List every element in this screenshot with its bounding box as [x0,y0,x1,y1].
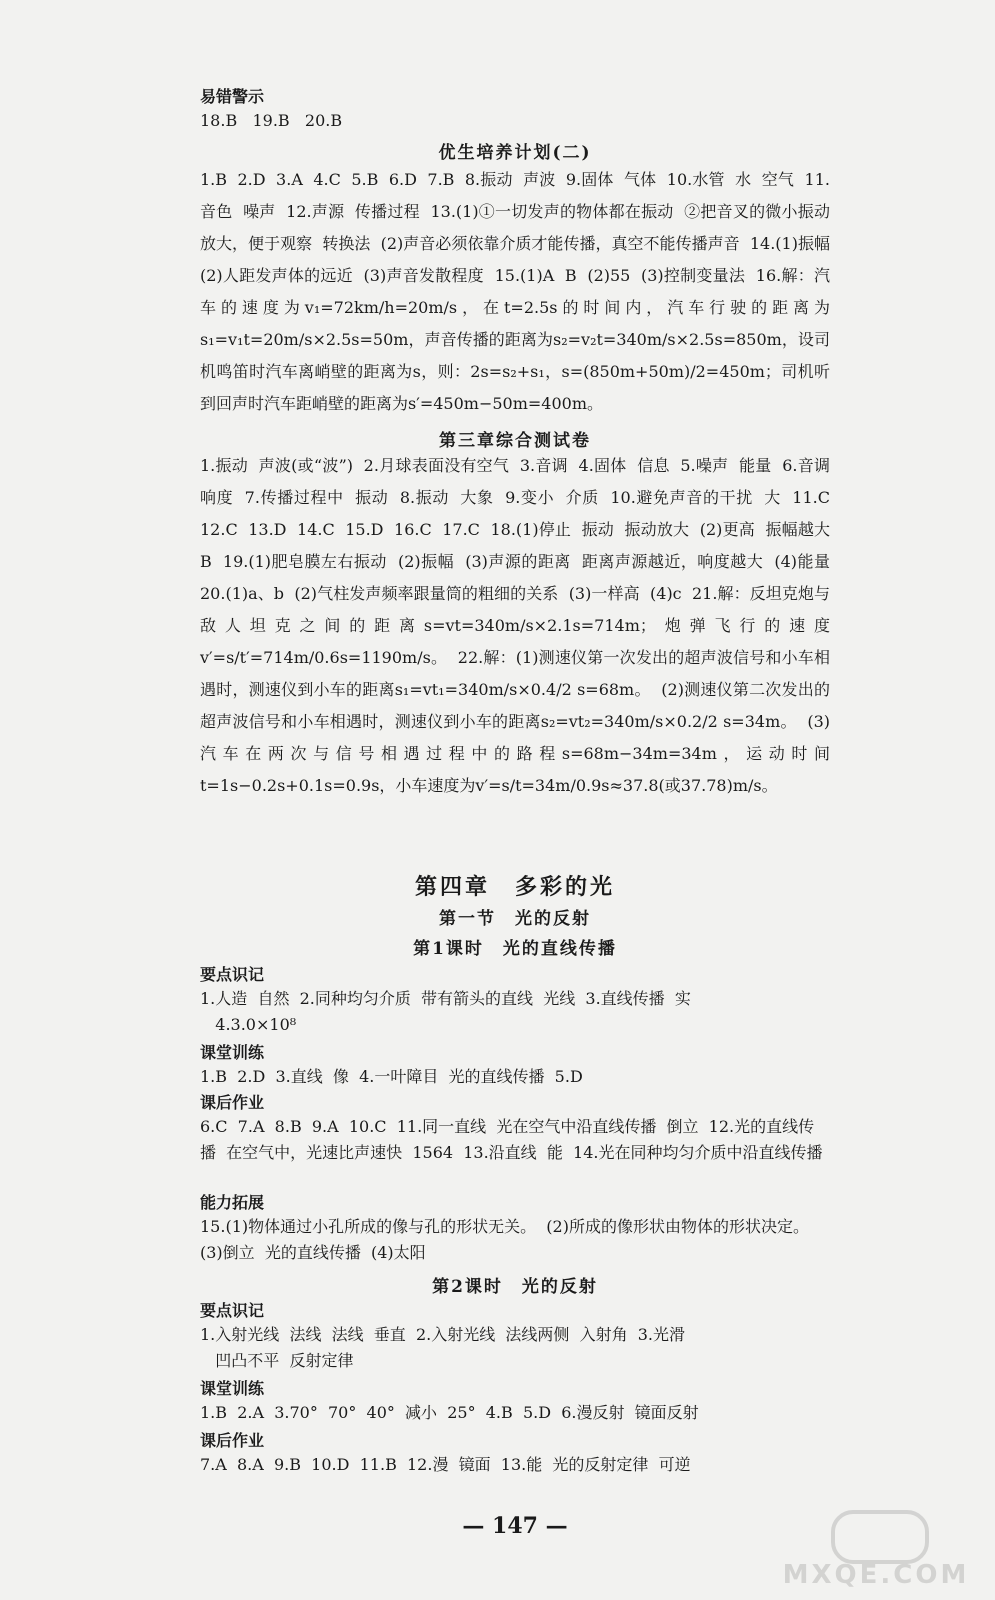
section-title: 第一节 光的反射 [439,909,591,929]
site-watermark [771,1510,981,1590]
section-heading: 课后作业 [200,1431,265,1450]
lesson1-class-training [200,1042,830,1090]
page-number: — 147 — [462,1513,568,1539]
heading-excellence-plan: 优生培养计划(二) [438,143,592,163]
section-heading: 课后作业 [200,1093,265,1112]
lesson2-key-points [200,1300,830,1374]
lesson1-key-points [200,964,830,1038]
answer-text: 1.人造 自然 2.同种均匀介质 带有箭头的直线 光线 3.直线传播 实 4.3.0×10⁸ [200,989,691,1034]
lesson2-class-training [200,1378,830,1426]
section-heading: 要点识记 [200,1301,265,1320]
answer-text: 1.入射光线 法线 法线 垂直 2.入射光线 法线两侧 入射角 3.光滑 凹凸不平 反射定律 [200,1325,686,1370]
answer-text: 1.B 2.A 3.70° 70° 40° 减小 25° 4.B 5.D 6.漫反射 镜面反射 [200,1403,699,1422]
answer-text: 18.B 19.B 20.B [200,111,343,130]
answer-text: 15.(1)物体通过小孔所成的像与孔的形状无关。 (2)所成的像形状由物体的形状决定。 (3)倒立 光的直线传播 (4)太阳 [200,1217,820,1262]
lesson-title-2: 第2课时 光的反射 [432,1277,598,1297]
section-mistakes [200,86,830,134]
section-heading: 要点识记 [200,965,265,984]
chapter-title: 第四章 多彩的光 [414,875,615,900]
section-heading: 课堂训练 [200,1379,265,1398]
answers-chapter3-test: 1.振动 声波(或“波”) 2.月球表面没有空气 3.音调 4.固体 信息 5.噪声 能量 6.音调 响度 7.传播过程中 振动 8.振动 大象 9.变小 介质 10.避免声音的干扰 大 11.C 12.C 13.D 14.C 15.D 16.C 17.C 18.(1)停止 振动 振动放大 (2)更高 振幅越大 B 19.(1)肥皂膜左右振动 (2)振幅 (3)声源的距离 距离声源越近，响度越大 (4)能量 20.(1)a、b (2)气柱发声频率跟量筒的粗细的关系 (3)一样高 (4)c 21.解：反坦克炮与敌人坦克之间的距离s=vt=340m/s×2.1s=714m；炮弹飞行的速度v′=s/t′=714m/0.6s=1190m/s。 22.解：(1)测速仪第一次发出的超声波信号和小车相遇时，测速仪到小车的距离s₁=vt₁=340m/s×0.4/2 s=68m。 (2)测速仪第二次发出的超声波信号和小车相遇时，测速仪到小车的距离s₂=vt₂=340m/s×0.2/2 s=34m。 (3)汽车在两次与信号相遇过程中的路程s=68m−34m=34m，运动时间t=1s−0.2s+0.1s=0.9s，小车速度为v′=s/t=34m/0.9s≈37.8(或37.78)m/s。 [200,456,841,795]
watermark-text: MXQE.COM [782,1560,970,1590]
answers-excellence-plan: 1.B 2.D 3.A 4.C 5.B 6.D 7.B 8.振动 声波 9.固体 气体 10.水管 水 空气 11.音色 噪声 12.声源 传播过程 13.(1)①一切发声的物体都在振动 ②把音叉的微小振动放大，便于观察 转换法 (2)声音必须依靠介质才能传播，真空不能传播声音 14.(1)振幅 (2)人距发声体的远近 (3)声音发散程度 15.(1)A B (2)55 (3)控制变量法 16.解：汽车的速度为v₁=72km/h=20m/s，在t=2.5s的时间内，汽车行驶的距离为s₁=v₁t=20m/s×2.5s=50m，声音传播的距离为s₂=v₂t=340m/s×2.5s=850m，设司机鸣笛时汽车离峭壁的距离为s，则：2s=s₂+s₁，s=(850m+50m)/2=450m；司机听到回声时汽车距峭壁的距离为s′=450m−50m=400m。 [200,170,841,413]
answer-text: 6.C 7.A 8.B 9.A 10.C 11.同一直线 光在空气中沿直线传播 倒立 12.光的直线传播 在空气中，光速比声速快 1564 13.沿直线 能 14.光在同种均匀介质中沿直线传播 [200,1117,823,1162]
section-heading: 能力拓展 [200,1193,265,1212]
lesson1-extension [200,1192,830,1266]
lesson2-homework [200,1430,830,1478]
lesson1-homework [200,1092,830,1166]
watermark-logo-icon [831,1510,929,1564]
heading-chapter3-test: 第三章综合测试卷 [439,431,591,451]
section-heading: 易错警示 [200,87,265,106]
section-heading: 课堂训练 [200,1043,265,1062]
answer-text: 7.A 8.A 9.B 10.D 11.B 12.漫 镜面 13.能 光的反射定律 可逆 [200,1455,691,1474]
answer-text: 1.B 2.D 3.直线 像 4.一叶障目 光的直线传播 5.D [200,1067,583,1086]
lesson-title-1: 第1课时 光的直线传播 [413,939,617,959]
